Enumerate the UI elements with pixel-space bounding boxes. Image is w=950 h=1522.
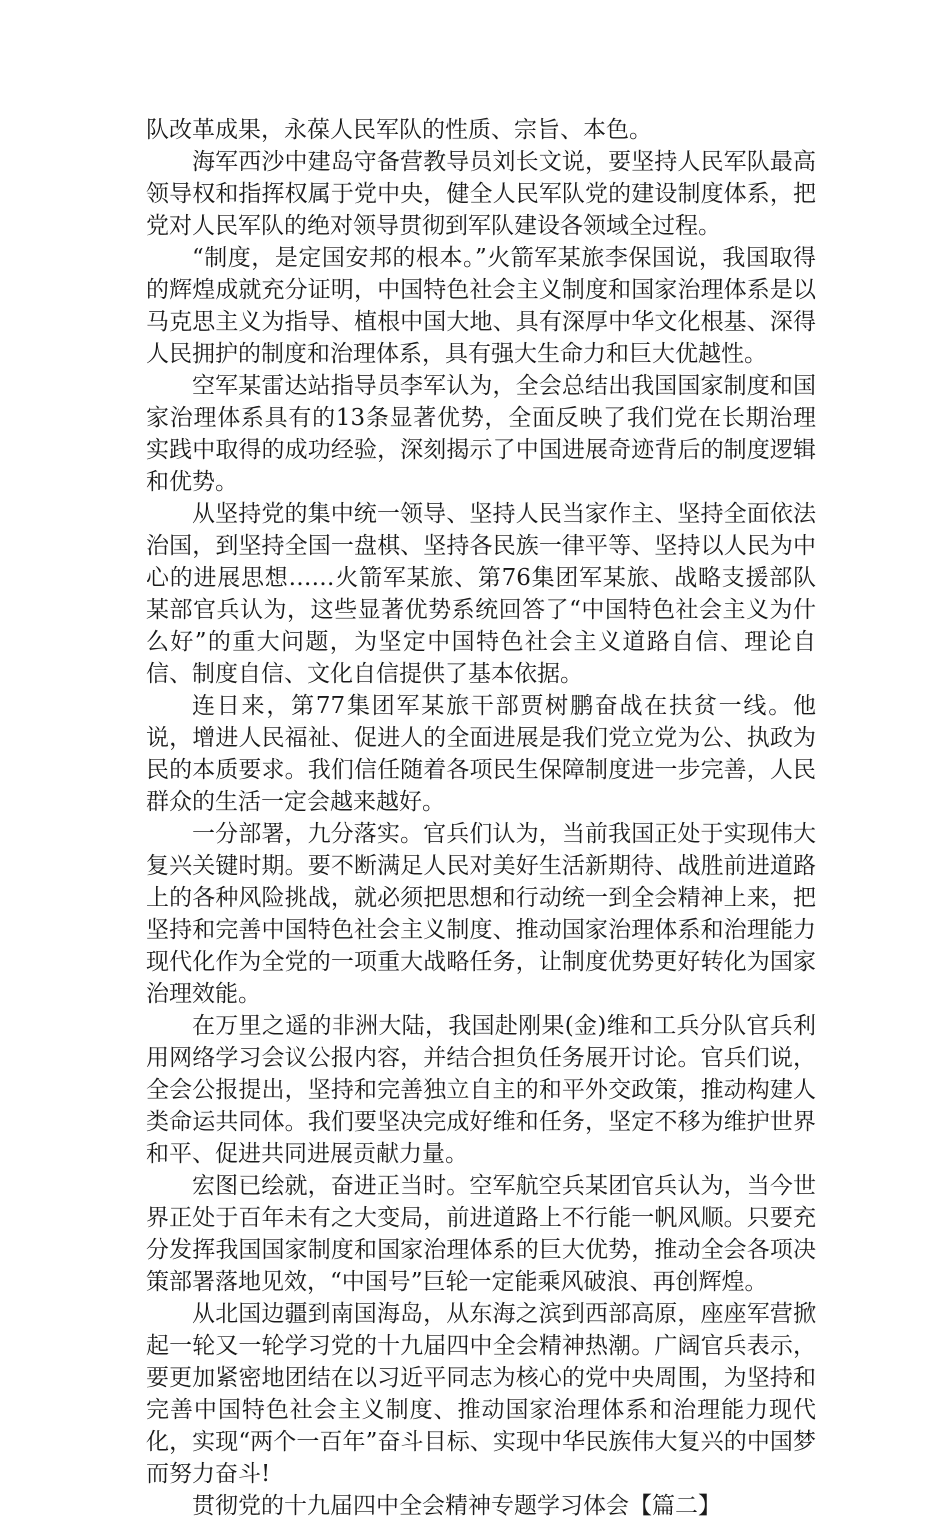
section-heading: 贯彻党的十九届四中全会精神专题学习体会【篇二】: [192, 1493, 721, 1519]
paragraph-3: “制度，是定国安邦的根本。”火箭军某旅李保国说，我国取得的辉煌成就充分证明，中国特色社会主义制度和国家治理体系是以马克思主义为指导、植根中国大地、具有深厚中华文化根基、深得人民拥护的制度和治理体系，具有强大生命力和巨大优越性。: [146, 245, 816, 367]
paragraph-9: 宏图已绘就，奋进正当时。空军航空兵某团官兵认为，当今世界正处于百年未有之大变局，前进道路上不行能一帆风顺。只要充分发挥我国国家制度和国家治理体系的巨大优势，推动全会各项决策部署落地见效，“中国号”巨轮一定能乘风破浪、再创辉煌。: [146, 1173, 816, 1295]
document-page: [146, 114, 816, 1522]
paragraph-7: 一分部署，九分落实。官兵们认为，当前我国正处于实现伟大复兴关键时期。要不断满足人民对美好生活新期待、战胜前进道路上的各种风险挑战，就必须把思想和行动统一到全会精神上来，把坚持和完善中国特色社会主义制度、推动国家治理体系和治理能力现代化作为全党的一项重大战略任务，让制度优势更好转化为国家治理效能。: [146, 821, 816, 1007]
paragraph-2: 海军西沙中建岛守备营教导员刘长文说，要坚持人民军队最高领导权和指挥权属于党中央，健全人民军队党的建设制度体系，把党对人民军队的绝对领导贯彻到军队建设各领域全过程。: [146, 149, 816, 239]
paragraph-4: 空军某雷达站指导员李军认为，全会总结出我国国家制度和国家治理体系具有的13条显著优势，全面反映了我们党在长期治理实践中取得的成功经验，深刻揭示了中国进展奇迹背后的制度逻辑和优势。: [146, 373, 816, 495]
paragraph-1: 队改革成果，永葆人民军队的性质、宗旨、本色。: [146, 117, 652, 143]
paragraph-5: 从坚持党的集中统一领导、坚持人民当家作主、坚持全面依法治国，到坚持全国一盘棋、坚持各民族一律平等、坚持以人民为中心的进展思想……火箭军某旅、第76集团军某旅、战略支援部队某部官兵认为，这些显著优势系统回答了“中国特色社会主义为什么好”的重大问题，为坚定中国特色社会主义道路自信、理论自信、制度自信、文化自信提供了基本依据。: [146, 501, 816, 687]
paragraph-10: 从北国边疆到南国海岛，从东海之滨到西部高原，座座军营掀起一轮又一轮学习党的十九届四中全会精神热潮。广阔官兵表示，要更加紧密地团结在以习近平同志为核心的党中央周围，为坚持和完善中国特色社会主义制度、推动国家治理体系和治理能力现代化，实现“两个一百年”奋斗目标、实现中华民族伟大复兴的中国梦而努力奋斗!: [146, 1301, 816, 1487]
paragraph-8: 在万里之遥的非洲大陆，我国赴刚果(金)维和工兵分队官兵利用网络学习会议公报内容，并结合担负任务展开讨论。官兵们说，全会公报提出，坚持和完善独立自主的和平外交政策，推动构建人类命运共同体。我们要坚决完成好维和任务，坚定不移为维护世界和平、促进共同进展贡献力量。: [146, 1013, 816, 1167]
paragraph-6: 连日来，第77集团军某旅干部贾树鹏奋战在扶贫一线。他说，增进人民福祉、促进人的全面进展是我们党立党为公、执政为民的本质要求。我们信任随着各项民生保障制度进一步完善，人民群众的生活一定会越来越好。: [146, 693, 816, 815]
